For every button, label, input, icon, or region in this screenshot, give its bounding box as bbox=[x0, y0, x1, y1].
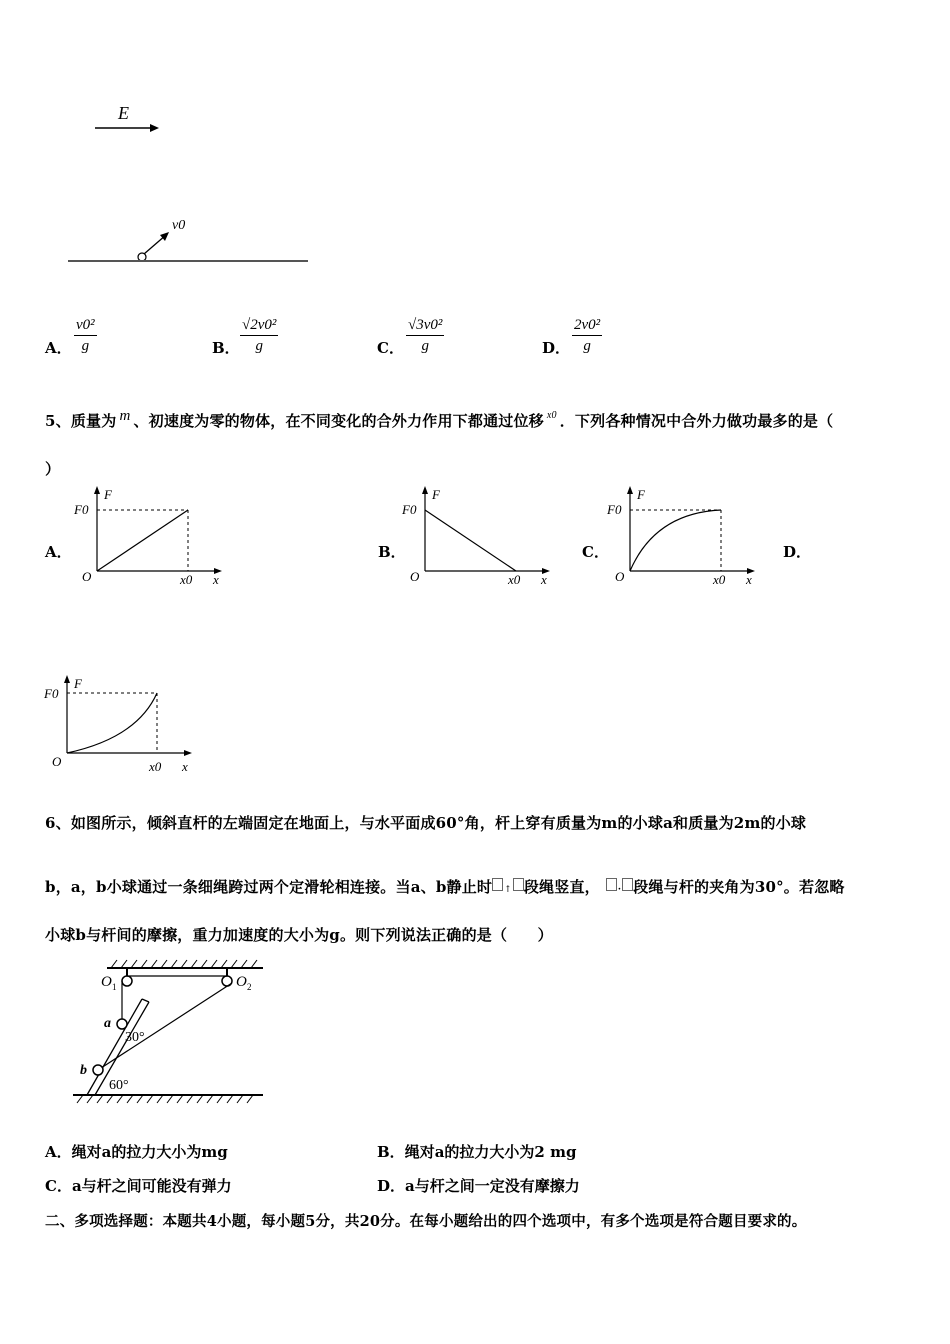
particle bbox=[138, 253, 146, 261]
svg-text:O: O bbox=[101, 974, 112, 990]
section-heading: 二、多项选择题：本题共4小题，每小题5分，共20分。在每小题给出的四个选项中，有多个选项是符合题目要求的。 bbox=[45, 1213, 807, 1230]
q6-option-a[interactable]: A．绳对a的拉力大小为mg bbox=[45, 1143, 228, 1161]
pulley-o1 bbox=[122, 976, 132, 986]
ball-b bbox=[93, 1065, 103, 1075]
svg-text:x: x bbox=[213, 572, 219, 587]
q4-option-a-letter[interactable]: A． bbox=[45, 339, 72, 357]
svg-text:x: x bbox=[746, 572, 752, 587]
q6-stem-line1: 6、如图所示，倾斜直杆的左端固定在地面上，与水平面成60°角，杆上穿有质量为m的小球a和质量为2m的小球 bbox=[45, 814, 807, 832]
svg-text:b: b bbox=[80, 1063, 87, 1078]
missing-glyph-icon bbox=[492, 878, 503, 891]
q6-option-d[interactable]: D．a与杆之间一定没有摩擦力 bbox=[377, 1177, 580, 1195]
q6-stem-line2: b，a，b小球通过一条细绳跨过两个定滑轮相连接。当a、b静止时 ↑ 段绳竖直， · 段绳与杆的夹角为30°。若忽略 bbox=[45, 878, 845, 896]
field-arrowhead bbox=[150, 124, 159, 132]
svg-text:O: O bbox=[52, 754, 62, 769]
q5-option-d-letter[interactable]: D． bbox=[783, 543, 812, 561]
q6-figure bbox=[65, 955, 270, 1105]
svg-text:O: O bbox=[82, 569, 92, 584]
svg-text:O: O bbox=[615, 569, 625, 584]
q4-option-c-letter[interactable]: C． bbox=[377, 339, 404, 357]
svg-text:x0: x0 bbox=[713, 572, 726, 587]
force-curve bbox=[630, 510, 721, 571]
svg-text:30°: 30° bbox=[125, 1030, 145, 1045]
q5-stem-line2: ） bbox=[45, 460, 61, 478]
missing-glyph-icon: ↑ bbox=[504, 885, 512, 895]
svg-text:60°: 60° bbox=[109, 1078, 129, 1093]
q5-graph-d bbox=[42, 672, 202, 780]
q4-option-b-letter[interactable]: B． bbox=[212, 339, 240, 357]
q5-graph-b bbox=[400, 483, 560, 591]
q4-option-b-formula: $\frac{\text{√2v0²}}{g}$ bbox=[242, 317, 277, 354]
velocity-label: v0 bbox=[172, 218, 186, 233]
svg-text:O: O bbox=[410, 569, 420, 584]
svg-text:F: F bbox=[637, 487, 645, 502]
ball-a bbox=[117, 1019, 127, 1029]
missing-glyph-icon bbox=[513, 878, 524, 891]
svg-text:F0: F0 bbox=[44, 686, 59, 701]
q4-option-c-formula: $\frac{\text{√3v0²}}{g}$ bbox=[408, 317, 443, 354]
q4-figure bbox=[60, 95, 320, 270]
missing-glyph-icon bbox=[622, 878, 633, 891]
svg-text:a: a bbox=[104, 1016, 111, 1031]
q6-stem-line3: 小球b与杆间的摩擦，重力加速度的大小为g。则下列说法正确的是（ ） bbox=[45, 926, 553, 944]
q5-graph-c bbox=[605, 483, 765, 591]
svg-text:x0: x0 bbox=[180, 572, 193, 587]
svg-text:1: 1 bbox=[112, 982, 117, 992]
svg-text:F0: F0 bbox=[74, 502, 89, 517]
mass-symbol: m bbox=[119, 408, 131, 424]
svg-text:F0: F0 bbox=[402, 502, 417, 517]
svg-text:F: F bbox=[74, 676, 82, 691]
svg-text:x: x bbox=[182, 759, 188, 774]
q6-option-b[interactable]: B．绳对a的拉力大小为2 mg bbox=[377, 1143, 577, 1161]
q4-option-d-letter[interactable]: D． bbox=[542, 339, 571, 357]
field-label: E bbox=[118, 103, 129, 123]
q5-option-b-letter[interactable]: B． bbox=[378, 543, 406, 561]
q4-option-a-formula: $\frac{\text{v0²}}{g}$ bbox=[76, 317, 95, 354]
force-curve bbox=[425, 510, 516, 571]
q6-option-c[interactable]: C．a与杆之间可能没有弹力 bbox=[45, 1177, 232, 1195]
q4-option-d-formula: $\frac{\text{2v0²}}{g}$ bbox=[574, 317, 601, 354]
svg-text:x0: x0 bbox=[149, 759, 162, 774]
q5-graph-a bbox=[72, 483, 232, 591]
svg-text:2: 2 bbox=[247, 982, 252, 992]
missing-glyph-icon: · bbox=[617, 885, 622, 895]
svg-text:x: x bbox=[541, 572, 547, 587]
svg-text:F: F bbox=[432, 487, 440, 502]
svg-text:F: F bbox=[104, 487, 112, 502]
svg-text:O: O bbox=[236, 974, 247, 990]
force-curve bbox=[67, 693, 157, 753]
displacement-symbol: x0 bbox=[546, 410, 557, 421]
svg-text:F0: F0 bbox=[607, 502, 622, 517]
force-curve bbox=[97, 510, 188, 571]
missing-glyph-icon bbox=[606, 878, 617, 891]
q5-stem-line1: 5、质量为 m 、初速度为零的物体，在不同变化的合外力作用下都通过位移 $^{x0}$ ．下列各种情况中合外力做功最多的是（ bbox=[45, 408, 834, 430]
q5-option-a-letter[interactable]: A． bbox=[45, 543, 72, 561]
svg-text:x0: x0 bbox=[508, 572, 521, 587]
q5-option-c-letter[interactable]: C． bbox=[582, 543, 609, 561]
